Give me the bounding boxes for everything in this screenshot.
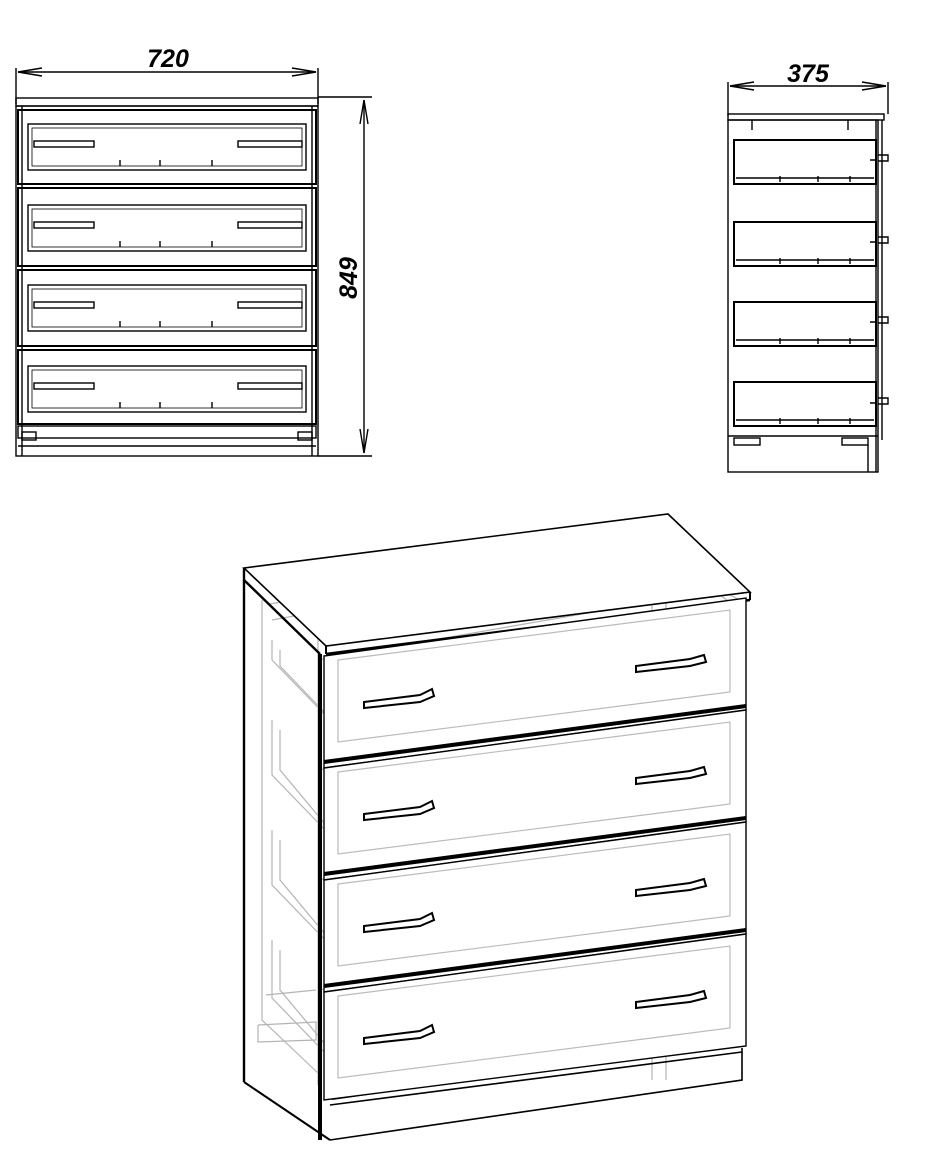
front-drawer-4 xyxy=(18,350,316,424)
front-view xyxy=(16,45,372,456)
side-body xyxy=(728,120,878,472)
side-drawer-3 xyxy=(734,302,888,346)
front-drawer-1 xyxy=(18,110,316,184)
side-view xyxy=(728,60,888,472)
side-drawer-1 xyxy=(734,140,888,184)
front-body xyxy=(16,106,318,456)
side-top-panel xyxy=(728,114,884,120)
front-drawer-3 xyxy=(18,270,316,346)
width-dimension-label: 720 xyxy=(147,45,189,73)
side-drawer-2 xyxy=(734,222,888,266)
front-drawer-2 xyxy=(18,188,316,266)
height-dimension-label: 849 xyxy=(335,257,363,299)
front-plinth xyxy=(18,426,316,438)
side-drawer-4 xyxy=(734,382,888,426)
depth-dimension-label: 375 xyxy=(787,60,829,88)
isometric-view xyxy=(244,514,750,1140)
front-top-panel xyxy=(16,98,318,106)
